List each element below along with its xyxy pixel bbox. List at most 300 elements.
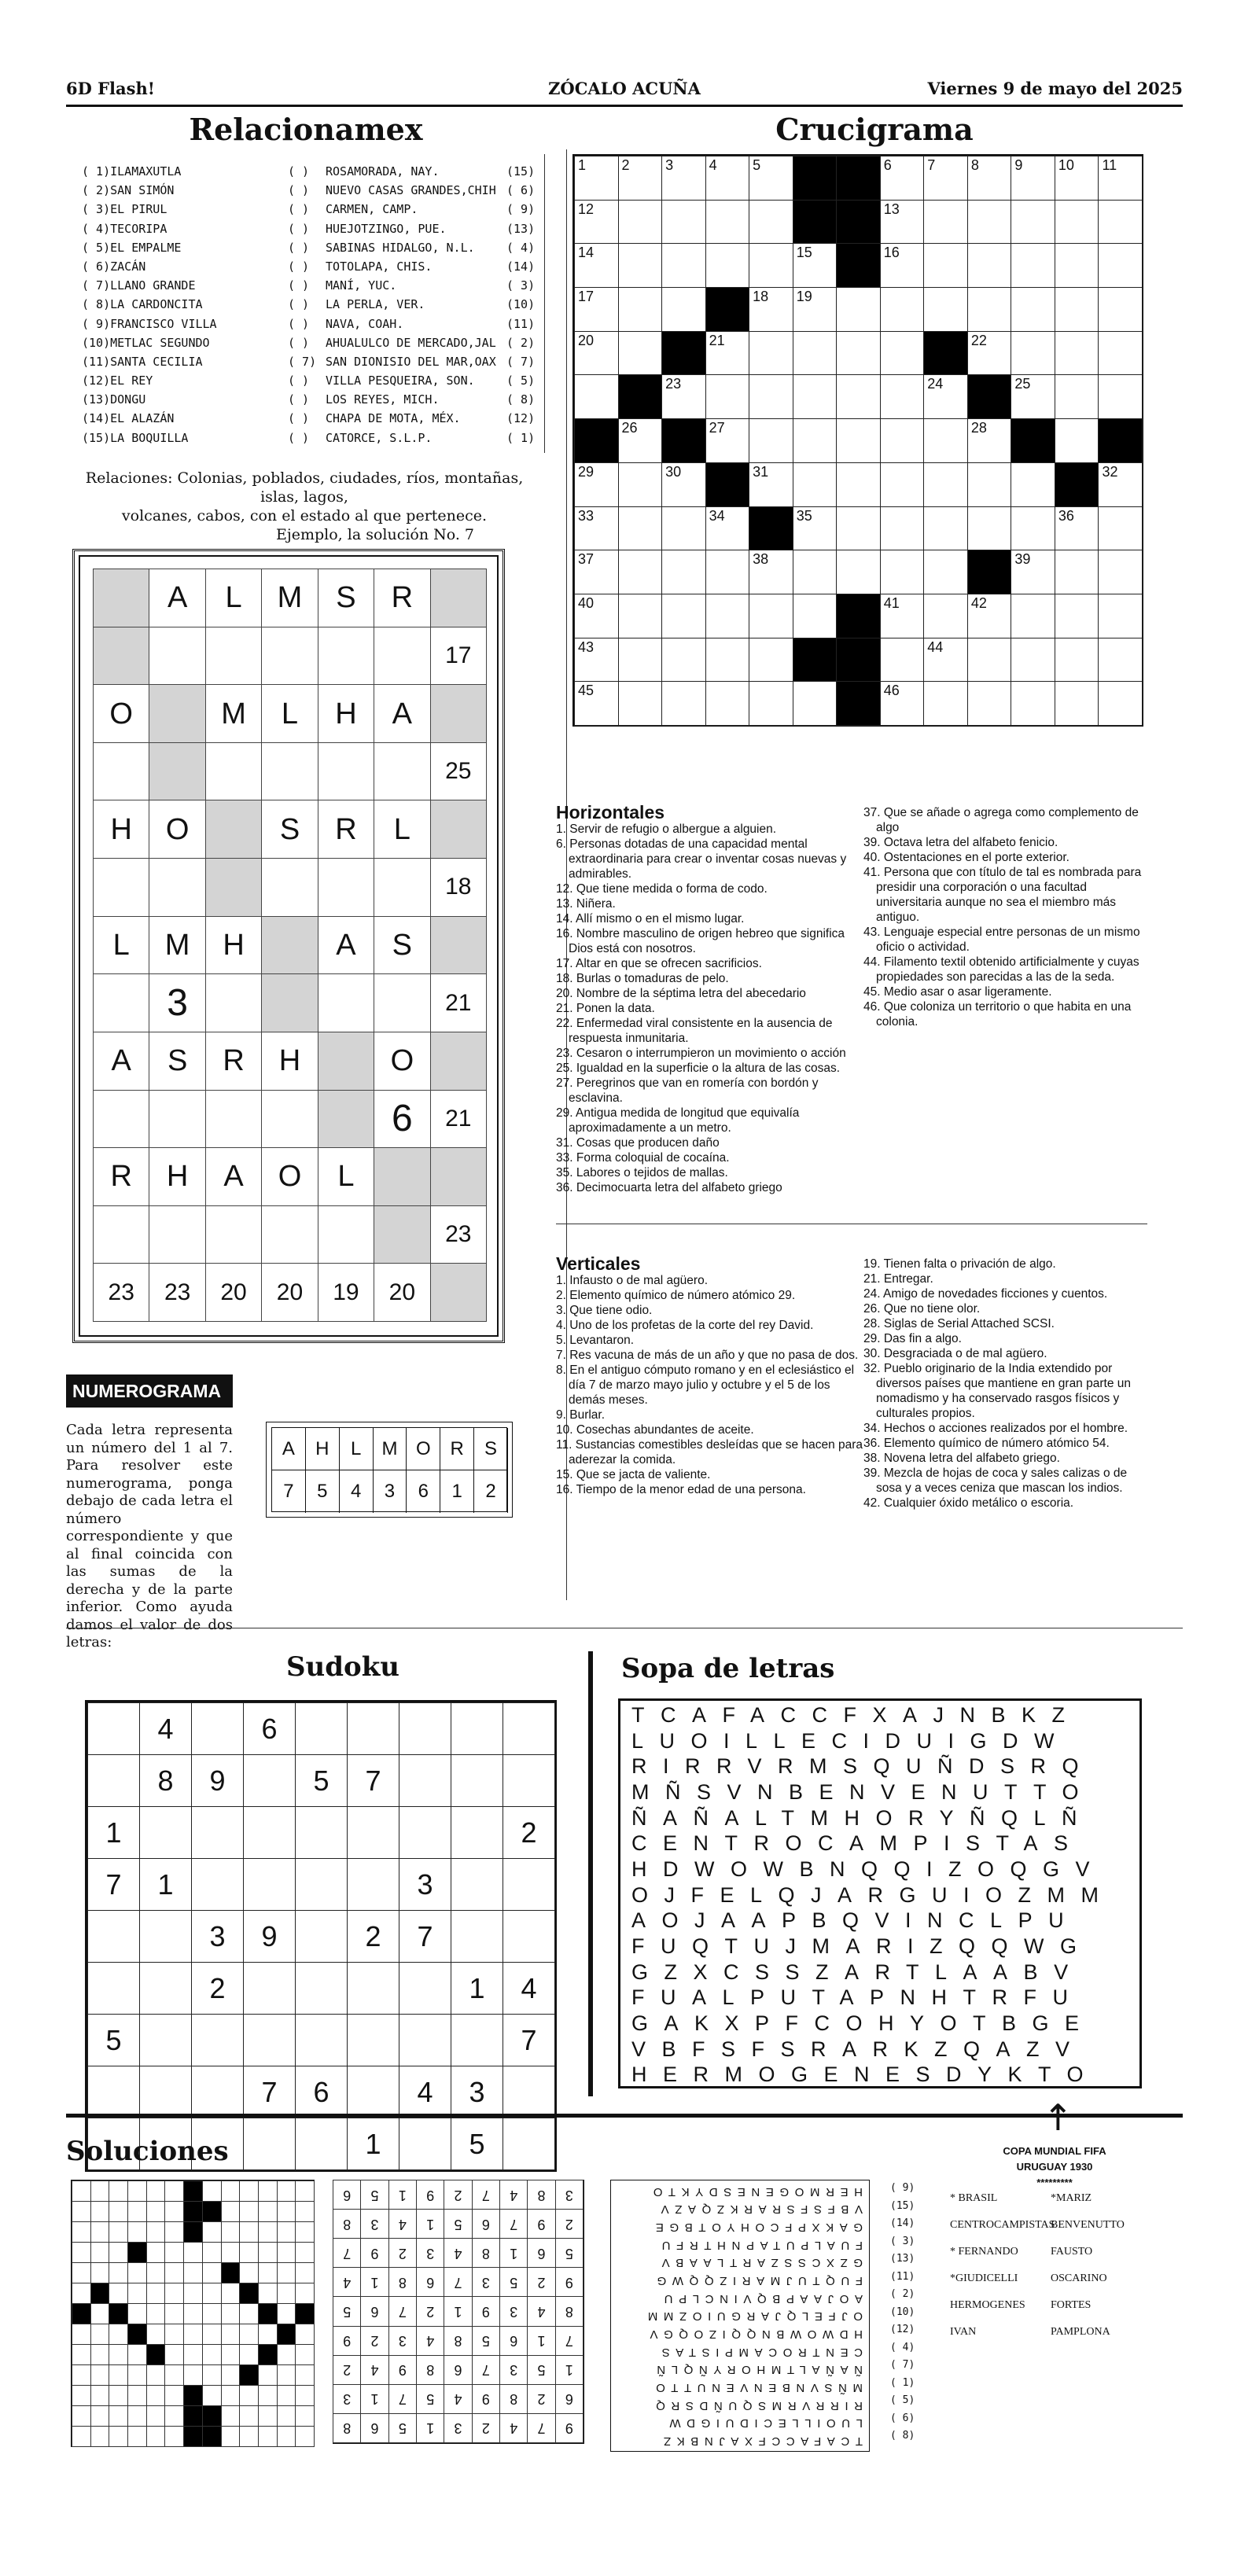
sudoku-cell[interactable]: [399, 1806, 451, 1859]
crossword-cell[interactable]: [1011, 506, 1055, 551]
relacionamex-blank[interactable]: ( ): [288, 335, 310, 350]
crossword-cell[interactable]: [618, 462, 663, 507]
numerograma-cell: L: [374, 800, 430, 859]
crossword-cell[interactable]: [661, 200, 706, 245]
sudoku-cell[interactable]: [139, 1910, 192, 1963]
crossword-cell[interactable]: [1011, 156, 1055, 201]
crossword-cell[interactable]: [618, 243, 663, 288]
sudoku-cell[interactable]: [347, 1702, 399, 1755]
solution-sudoku-cell: 4: [333, 2267, 361, 2297]
crossword-cell[interactable]: [967, 156, 1012, 201]
clue: 2. Elemento químico de número atómico 29.: [556, 1289, 796, 1302]
crossword-cell[interactable]: [574, 243, 619, 288]
crossword-cell[interactable]: [618, 550, 663, 594]
solution-cell: [202, 2324, 222, 2345]
crossword-cell[interactable]: [967, 418, 1012, 463]
relacionamex-blank[interactable]: ( ): [288, 183, 310, 198]
crossword-cell[interactable]: [1055, 374, 1099, 419]
crossword-cell[interactable]: [880, 287, 925, 332]
crossword-cell[interactable]: [574, 638, 619, 683]
sudoku-cell[interactable]: [503, 1910, 555, 1963]
sudoku-cell[interactable]: [295, 1962, 348, 2015]
solution-sudoku-cell: 7: [555, 2326, 584, 2356]
sudoku-cell[interactable]: [243, 1754, 296, 1807]
crossword-cell[interactable]: [923, 506, 968, 551]
sudoku-cell[interactable]: [295, 1702, 348, 1755]
crossword-cell[interactable]: [967, 243, 1012, 288]
crossword-cell[interactable]: [705, 418, 750, 463]
crossword-cell[interactable]: [1055, 506, 1099, 551]
numerograma-cell: [318, 1205, 374, 1264]
clue: 31. Cosas que producen daño: [556, 1136, 720, 1150]
sudoku-cell[interactable]: [451, 2014, 503, 2066]
solution-sudoku-cell: 8: [333, 2413, 361, 2443]
solution-sudoku-cell: 9: [360, 2238, 388, 2268]
crossword-cell[interactable]: [836, 287, 881, 332]
solution-cell: [239, 2262, 259, 2283]
crossword-cell[interactable]: [1055, 638, 1099, 683]
crossword-cell[interactable]: [967, 506, 1012, 551]
crossword-cell[interactable]: [880, 200, 925, 245]
sudoku-cell: 5: [295, 1754, 348, 1807]
crossword-cell[interactable]: [574, 287, 619, 332]
solution-cell: [164, 2344, 184, 2365]
crossword-cell[interactable]: [661, 156, 706, 201]
sudoku-cell[interactable]: [347, 2014, 399, 2066]
crossword-cell[interactable]: [793, 374, 838, 419]
solution-word-search-row: VBFSFSRARKZQAZV: [654, 2202, 863, 2217]
crossword-cell[interactable]: [574, 550, 619, 594]
relacionamex-blank[interactable]: ( ): [288, 411, 310, 426]
solution-cell: [183, 2303, 203, 2324]
sudoku-cell[interactable]: [399, 1702, 451, 1755]
crossword-cell[interactable]: [1011, 681, 1055, 726]
crossword-cell[interactable]: [880, 462, 925, 507]
relacionamex-number: ( 8): [506, 392, 536, 407]
crossword-cell[interactable]: [1098, 156, 1143, 201]
crossword-cell[interactable]: [749, 550, 793, 594]
sudoku-cell[interactable]: [139, 2066, 192, 2118]
crossword-cell[interactable]: [749, 200, 793, 245]
crossword-cell[interactable]: [880, 374, 925, 419]
crossword-cell[interactable]: [923, 638, 968, 683]
relacionamex-blank[interactable]: ( ): [288, 240, 310, 255]
crossword-cell[interactable]: [574, 594, 619, 638]
relacionamex-blank[interactable]: ( ): [288, 278, 310, 293]
solution-block: [146, 2344, 166, 2365]
crossword-cell[interactable]: [749, 243, 793, 288]
sudoku-cell[interactable]: [87, 1702, 140, 1755]
crossword-cell[interactable]: [705, 156, 750, 201]
crossword-cell[interactable]: [880, 550, 925, 594]
crossword-cell[interactable]: [880, 243, 925, 288]
solution-cell: [72, 2180, 91, 2202]
solution-cell: [109, 2180, 128, 2202]
crossword-cell[interactable]: [880, 331, 925, 376]
sudoku-cell[interactable]: [87, 1910, 140, 1963]
crossword-cell[interactable]: [1098, 462, 1143, 507]
crossword-cell[interactable]: [1098, 638, 1143, 683]
clue: 12. Que tiene medida o forma de codo.: [556, 882, 768, 896]
crossword-cell[interactable]: [618, 418, 663, 463]
crossword-cell[interactable]: [661, 243, 706, 288]
crossword-cell[interactable]: [705, 594, 750, 638]
sudoku-cell[interactable]: [295, 1806, 348, 1859]
sudoku-cell[interactable]: [139, 1806, 192, 1859]
numerograma-cell: [93, 742, 149, 801]
crossword-cell[interactable]: [1098, 200, 1143, 245]
clue: 27. Peregrinos que van en romería con bordón y esclavina.: [556, 1076, 819, 1105]
crossword-cell[interactable]: [705, 331, 750, 376]
crossword-cell[interactable]: [618, 681, 663, 726]
crossword-block: [967, 374, 1012, 419]
sudoku-cell[interactable]: [347, 1858, 399, 1911]
relacionamex-row: [82, 409, 544, 428]
crossword-cell[interactable]: [574, 200, 619, 245]
sudoku-cell[interactable]: [87, 2066, 140, 2118]
crossword-cell[interactable]: [661, 594, 706, 638]
numerograma-grid: [93, 569, 486, 1321]
crossword-cell[interactable]: [967, 462, 1012, 507]
crossword-cell[interactable]: [1055, 287, 1099, 332]
sudoku-cell[interactable]: [451, 1858, 503, 1911]
sudoku-cell[interactable]: [243, 1806, 296, 1859]
sudoku-cell[interactable]: [243, 1962, 296, 2015]
relacionamex-state: AHUALULCO DE MERCADO,JAL: [326, 335, 496, 350]
crossword-cell[interactable]: [836, 374, 881, 419]
solution-relacionamex-number: ( 5): [890, 2394, 915, 2406]
crossword-cell[interactable]: [705, 681, 750, 726]
sudoku-cell[interactable]: [191, 1858, 244, 1911]
crossword-cell[interactable]: [923, 418, 968, 463]
relacionamex-number: ( 9): [506, 202, 536, 217]
crossword-cell[interactable]: [923, 287, 968, 332]
crossword-cell[interactable]: [923, 681, 968, 726]
sudoku-cell[interactable]: [87, 1962, 140, 2015]
crossword-cell[interactable]: [749, 374, 793, 419]
crossword-cell[interactable]: [793, 681, 838, 726]
solution-sudoku-cell: 4: [444, 2238, 472, 2268]
crossword-cell[interactable]: [1011, 287, 1055, 332]
crossword-cell[interactable]: [1098, 331, 1143, 376]
sudoku-cell[interactable]: [347, 2066, 399, 2118]
solution-cell: [221, 2303, 241, 2324]
crossword-cell[interactable]: [1055, 418, 1099, 463]
crossword-cell[interactable]: [793, 331, 838, 376]
sudoku-cell[interactable]: [243, 2014, 296, 2066]
sudoku-cell[interactable]: [191, 2066, 244, 2118]
crossword-cell[interactable]: [1055, 156, 1099, 201]
relacionamex-blank[interactable]: ( ): [288, 297, 310, 312]
crossword-cell[interactable]: [967, 681, 1012, 726]
crossword-cell[interactable]: [923, 200, 968, 245]
solution-cell: [221, 2344, 241, 2365]
solution-sudoku-cell: 2: [444, 2180, 472, 2210]
relacionamex-blank[interactable]: ( ): [288, 430, 310, 445]
word-search-row: RIRRVRMSQUÑDSRQ: [631, 1754, 1095, 1779]
sudoku-cell[interactable]: [399, 1962, 451, 2015]
crossword-cell[interactable]: [836, 331, 881, 376]
sudoku-cell[interactable]: [139, 1962, 192, 2015]
sudoku-cell[interactable]: [399, 1754, 451, 1807]
sudoku-cell[interactable]: [295, 1858, 348, 1911]
clue: 30. Desgraciada o de mal agüero.: [863, 1347, 1047, 1360]
crossword-cell[interactable]: [618, 200, 663, 245]
sudoku-cell[interactable]: [295, 2014, 348, 2066]
crossword-cell[interactable]: [749, 594, 793, 638]
crossword-cell[interactable]: [661, 638, 706, 683]
crossword-cell[interactable]: [705, 243, 750, 288]
sudoku-cell[interactable]: [191, 1702, 244, 1755]
crossword-cell[interactable]: [793, 243, 838, 288]
crossword-cell[interactable]: [661, 550, 706, 594]
crossword-cell[interactable]: [967, 594, 1012, 638]
clue: 38. Novena letra del alfabeto griego.: [863, 1452, 1060, 1465]
crossword-cell[interactable]: [749, 331, 793, 376]
crossword-cell[interactable]: [618, 594, 663, 638]
crossword-cell[interactable]: [618, 506, 663, 551]
crossword-cell[interactable]: [923, 594, 968, 638]
crossword-cell[interactable]: [793, 462, 838, 507]
crossword-cell[interactable]: [1055, 200, 1099, 245]
crossword-cell[interactable]: [793, 418, 838, 463]
relacionamex-blank[interactable]: ( ): [288, 374, 310, 388]
numerograma-cell: [261, 627, 318, 686]
crossword-cell[interactable]: [749, 418, 793, 463]
solution-word-search-row: RIRRVRMSQUÑDSRQ: [650, 2398, 863, 2412]
crossword-cell[interactable]: [574, 462, 619, 507]
numerograma-cell: [430, 916, 487, 975]
crossword-cell[interactable]: [793, 550, 838, 594]
relacionamex-number: (13): [506, 221, 536, 236]
crossword-cell[interactable]: [1055, 331, 1099, 376]
clue: 35. Labores o tejidos de mallas.: [556, 1166, 728, 1179]
crossword-cell[interactable]: [661, 506, 706, 551]
sudoku-cell[interactable]: [451, 1702, 503, 1755]
crossword-cell[interactable]: [923, 374, 968, 419]
relacionamex-blank[interactable]: ( 7): [288, 354, 317, 369]
crossword-cell[interactable]: [1098, 287, 1143, 332]
clue: 34. Hechos o acciones realizados por el hombre.: [863, 1422, 1128, 1435]
relacionamex-title: Relacionamex: [189, 112, 423, 147]
solution-cell: [164, 2180, 184, 2202]
section-name: 6D Flash!: [66, 79, 155, 98]
crossword-cell[interactable]: [1055, 594, 1099, 638]
solution-sudoku-cell: 5: [472, 2326, 500, 2356]
crossword-cell[interactable]: [618, 638, 663, 683]
numerograma-cell: 20: [374, 1263, 430, 1322]
crossword-cell[interactable]: [923, 462, 968, 507]
crossword-cell[interactable]: [705, 200, 750, 245]
solution-cell: [90, 2344, 110, 2365]
crossword-cell[interactable]: [793, 506, 838, 551]
key-value: 7: [272, 1470, 306, 1513]
crossword-cell[interactable]: [1098, 550, 1143, 594]
crossword-cell[interactable]: [1011, 374, 1055, 419]
word-search-row: OJFELQJARGUIOZMM: [631, 1882, 1115, 1907]
crossword-cell[interactable]: [705, 506, 750, 551]
sudoku-cell[interactable]: [503, 2118, 555, 2170]
numerograma-cell: [205, 800, 262, 859]
numerograma-cell: L: [205, 569, 262, 627]
crossword-cell[interactable]: [661, 462, 706, 507]
crossword-cell[interactable]: [1098, 594, 1143, 638]
crossword-cell[interactable]: [749, 287, 793, 332]
solution-sudoku-cell: 7: [388, 2384, 417, 2414]
crossword-cell[interactable]: [880, 681, 925, 726]
crossword-cell[interactable]: [836, 418, 881, 463]
relacionamex-number: (10): [506, 297, 536, 312]
divider: [544, 154, 545, 453]
crossword-cell[interactable]: [793, 594, 838, 638]
sudoku-cell[interactable]: [243, 1858, 296, 1911]
up-arrow-icon: ↑: [1043, 2096, 1073, 2139]
crossword-cell[interactable]: [1055, 550, 1099, 594]
numerograma-cell: [374, 973, 430, 1032]
solution-cell: [90, 2201, 110, 2222]
sudoku-cell[interactable]: [399, 2014, 451, 2066]
crossword-cell[interactable]: [749, 638, 793, 683]
crossword-cell[interactable]: [574, 156, 619, 201]
numerograma-cell: 18: [430, 858, 487, 917]
crossword-cell[interactable]: [618, 156, 663, 201]
solution-cell: [146, 2242, 166, 2263]
numerograma-cell: O: [149, 800, 205, 859]
crossword-number: 18: [753, 289, 769, 305]
crossword-cell[interactable]: [880, 506, 925, 551]
numerograma-cell: [205, 627, 262, 686]
sudoku-cell[interactable]: [503, 2066, 555, 2118]
relacionamex-blank[interactable]: ( ): [288, 221, 310, 236]
relacionamex-blank[interactable]: ( ): [288, 202, 310, 217]
solution-cell: [127, 2426, 147, 2447]
crossword-cell[interactable]: [574, 506, 619, 551]
sudoku-cell[interactable]: [295, 2118, 348, 2170]
numerograma-cell: L: [93, 916, 149, 975]
crossword-cell[interactable]: [1098, 681, 1143, 726]
crossword-cell[interactable]: [967, 331, 1012, 376]
solution-word-search-row: GAKXPFCOHYOTBGE: [650, 2221, 863, 2234]
relacionamex-blank[interactable]: ( ): [288, 316, 310, 331]
sudoku-cell[interactable]: [139, 2014, 192, 2066]
solution-word-search-row: OJFELQJARGUIOZMM: [642, 2309, 863, 2324]
sudoku-cell[interactable]: [503, 1754, 555, 1807]
crossword-number: 20: [578, 332, 595, 348]
sudoku-cell[interactable]: [399, 2118, 451, 2170]
relacionamex-blank[interactable]: ( ): [288, 392, 310, 407]
crossword-cell[interactable]: [923, 550, 968, 594]
crossword-cell[interactable]: [705, 550, 750, 594]
crossword-cell[interactable]: [1055, 243, 1099, 288]
word-search-word: *MARIZ: [1051, 2192, 1092, 2204]
word-search-row: GZXCSSZARTLAABV: [631, 1960, 1084, 1984]
crossword-cell[interactable]: [880, 418, 925, 463]
crossword-cell[interactable]: [793, 287, 838, 332]
crossword-cell[interactable]: [1011, 243, 1055, 288]
sudoku-cell[interactable]: [503, 1858, 555, 1911]
crossword-cell[interactable]: [661, 374, 706, 419]
crossword-cell[interactable]: [836, 550, 881, 594]
sudoku-cell[interactable]: [87, 1754, 140, 1807]
crossword-cell[interactable]: [1098, 243, 1143, 288]
crossword-cell[interactable]: [1011, 594, 1055, 638]
crossword-cell[interactable]: [836, 506, 881, 551]
crossword-cell[interactable]: [1098, 506, 1143, 551]
numerograma-cell: [149, 1205, 205, 1264]
sudoku-cell[interactable]: [347, 1806, 399, 1859]
numerograma-cell: 25: [430, 742, 487, 801]
sudoku-cell[interactable]: [243, 2118, 296, 2170]
crossword-cell[interactable]: [1055, 681, 1099, 726]
crossword-cell[interactable]: [705, 638, 750, 683]
solution-relacionamex-number: (13): [890, 2253, 915, 2265]
crossword-cell[interactable]: [923, 243, 968, 288]
crossword-cell[interactable]: [880, 156, 925, 201]
crossword-cell[interactable]: [1011, 331, 1055, 376]
solution-relacionamex-number: ( 7): [890, 2359, 915, 2371]
crossword-cell[interactable]: [661, 681, 706, 726]
relacionamex-blank[interactable]: ( ): [288, 259, 310, 274]
sudoku-cell[interactable]: [451, 1806, 503, 1859]
crossword-cell[interactable]: [836, 462, 881, 507]
solution-word-search-row: ÑAÑALTMHORYÑQLÑ: [650, 2363, 863, 2377]
sudoku-cell[interactable]: [191, 2014, 244, 2066]
solution-cell: [72, 2262, 91, 2283]
crossword-cell[interactable]: [967, 200, 1012, 245]
sudoku-cell[interactable]: [191, 1806, 244, 1859]
crossword-cell[interactable]: [1011, 462, 1055, 507]
crossword-cell[interactable]: [574, 331, 619, 376]
solution-cell: [90, 2221, 110, 2243]
crossword-cell[interactable]: [967, 638, 1012, 683]
crossword-cell[interactable]: [574, 374, 619, 419]
solution-sudoku-cell: 6: [416, 2267, 444, 2297]
crossword-block: [836, 156, 881, 201]
crossword-cell[interactable]: [661, 287, 706, 332]
crossword-cell[interactable]: [749, 156, 793, 201]
sudoku-cell[interactable]: [295, 1910, 348, 1963]
crossword-cell[interactable]: [705, 374, 750, 419]
crossword-cell[interactable]: [618, 331, 663, 376]
sudoku-cell[interactable]: [347, 1962, 399, 2015]
crossword-cell[interactable]: [749, 462, 793, 507]
crossword-number: 2: [621, 157, 630, 173]
crossword-cell[interactable]: [967, 287, 1012, 332]
sudoku-cell[interactable]: [503, 1702, 555, 1755]
crossword-cell[interactable]: [1098, 374, 1143, 419]
solution-cell: [221, 2242, 241, 2263]
solution-cell: [127, 2303, 147, 2324]
solution-cell: [277, 2303, 296, 2324]
solution-sudoku-cell: 9: [472, 2296, 500, 2326]
crossword-cell[interactable]: [574, 681, 619, 726]
sudoku-cell[interactable]: [451, 1910, 503, 1963]
crossword-cell[interactable]: [618, 287, 663, 332]
crossword-cell[interactable]: [880, 594, 925, 638]
solution-sudoku-cell: 9: [555, 2267, 584, 2297]
relacionamex-blank[interactable]: ( ): [288, 164, 310, 178]
relacionamex-row: [82, 181, 544, 200]
crossword-cell[interactable]: [1011, 200, 1055, 245]
crossword-cell[interactable]: [880, 638, 925, 683]
sudoku-cell[interactable]: [451, 1754, 503, 1807]
clue: 29. Antigua medida de longitud que equivalía aproximadamente a un metro.: [556, 1106, 800, 1135]
crossword-cell[interactable]: [923, 156, 968, 201]
crossword-cell[interactable]: [1011, 638, 1055, 683]
crossword-cell[interactable]: [749, 681, 793, 726]
crossword-cell[interactable]: [1011, 550, 1055, 594]
solution-sudoku-cell: 8: [472, 2238, 500, 2268]
